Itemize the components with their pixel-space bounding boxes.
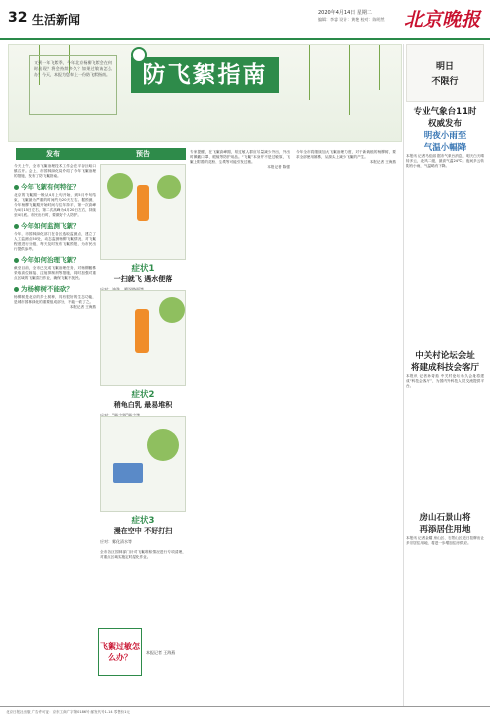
traffic-label-1: 明日	[435, 62, 454, 72]
tree-icon	[147, 429, 179, 461]
story1-sub1: 权威发布	[427, 119, 462, 129]
bullet-icon	[14, 258, 19, 263]
column-1	[14, 164, 96, 310]
col1-q1-text: 北京的飞絮期一般从4月上旬开始，到5月中旬结束，飞絮最为严重的时间约为20天左右。据预测，今年杨柳飞絮期开始时间与往年持平，第一次高峰为4月15日左右，第二次高峰为4月20日左右，持续至4月底。市民出行时，要做好个人防护。	[14, 193, 96, 217]
intro-text: 又到一年飞絮季，今年北京杨柳飞絮会在何时出现？将会持续多久？如果过敏该怎么办？今天，本报为您奉上一份防飞絮指南。	[34, 60, 112, 77]
qa-credits	[146, 650, 202, 655]
story3-head-1: 房山石景山将	[419, 513, 471, 523]
sidebar	[403, 44, 485, 706]
sidebar-story-land	[406, 512, 484, 546]
willow-branch-icon	[379, 45, 380, 90]
col1-q2-text: 今年，市园林绿化部门在各区选取监测点，建立了人工监测点50处，动态监测杨柳飞絮情况，对飞絮程度进行分级，每天及时发布飞絮预报，为市民出行提供参考。	[14, 232, 96, 251]
section-title: 生活新闻	[32, 13, 81, 27]
page-footer	[0, 706, 490, 723]
story2-head-1: 中关村论坛会址	[415, 351, 475, 361]
footer-text: 北京日报社出版 广告许可证：京东工商广字第0186号 邮发代号1-14 零售价1元	[6, 710, 130, 714]
hero-banner	[8, 44, 402, 142]
tab-publish: 发布	[46, 150, 60, 158]
tree-icon	[157, 175, 181, 199]
illustration-mist-truck	[100, 416, 186, 512]
story1-sub3: 气温小幅降	[423, 143, 467, 153]
symptom-3	[100, 514, 186, 544]
col1-q4-text: 杨柳树是北京的乡土树种，具有很好的生态功能，是城市园林绿化的重要组成部分，不能一砍了之。	[14, 295, 96, 304]
symptom-2-title: 症状2	[131, 390, 155, 400]
story3-text: 本报讯 记者金耀 房山区、石景山区近日挂牌出让多宗居住用地，将进一步增加住房供应。	[406, 536, 484, 545]
story2-text: 本报讯 记者孙奇茹 中关村论坛永久会址将建成“科技会客厅”，为国内外科技人员交流提供平台。	[406, 374, 484, 388]
col3-text: 专家提醒，在飞絮高峰期，易过敏人群应尽量减少外出，外出时佩戴口罩、眼镜等防护用品。“飞絮”本身并不是过敏原，飞絮上附着的花粉、尘埃等可能引发过敏。	[190, 150, 290, 164]
col2-text: 全市各区园林部门针对飞絮堆积情况进行专项清理，对重点区域实施定时湿化作业。	[100, 550, 186, 559]
willow-branch-icon	[349, 45, 350, 115]
mascot-icon	[131, 47, 147, 63]
sidebar-story-weather	[406, 106, 484, 169]
qa-reporter: 本报记者 王海燕	[146, 650, 176, 655]
story3-head-2: 再添居住用地	[419, 525, 471, 535]
story1-text: 本报讯 记者马佳丽 据市气象台消息，明天白天晴转多云，北风二级，最高气温24℃；夜间多云转阴有小雨，气温略有下降。	[406, 154, 484, 168]
editor-line: 编辑：李睿 设计：黄艳 校对：陈明然	[318, 17, 385, 22]
illustration-vacuum	[100, 290, 186, 386]
tree-icon	[107, 173, 133, 199]
section-tabs	[16, 148, 186, 160]
symptom-1-subtitle: 一扫就飞 遇水便落	[113, 275, 173, 283]
story2-head-2: 将建成科技会客厅	[410, 363, 479, 373]
column-2-text	[100, 550, 186, 560]
newspaper-logo: 北京晚报	[403, 9, 480, 31]
symptom-3-title: 症状3	[131, 516, 155, 526]
intro-box	[29, 55, 117, 115]
col3-reporter: 本报记者 陈强	[267, 165, 290, 169]
subhead-q2: 今年如何监测飞絮？	[14, 221, 96, 230]
worker-icon	[137, 185, 149, 221]
symptom-2-subtitle: 稍龟白乳 最易堆积	[113, 401, 173, 409]
page-header	[0, 0, 490, 40]
bullet-icon	[14, 287, 19, 292]
tab-preview: 预告	[136, 150, 150, 158]
story1-sub2: 明夜小雨至	[423, 131, 467, 141]
date-line: 2020年4月14日 星期二	[318, 10, 372, 16]
traffic-box	[406, 44, 484, 102]
sidebar-story-zgc	[406, 350, 484, 389]
worker-icon	[135, 309, 149, 353]
story1-head: 专业气象台11时	[413, 107, 477, 117]
col4-text: 今年全市将继续加大飞絮治理力度，对于新栽植的杨柳树，要求全部使用雄株，从源头上减少飞絮的产生。	[296, 150, 396, 159]
qa-box	[98, 628, 142, 676]
col1-q3-text: 截至目前，全市已完成飞絮治理任务，对杨柳雌株采取高位嫁接、注射抑制剂等措施，同时加强对重点区域的飞絮清扫作业，确保飞絮不扰民。	[14, 266, 96, 280]
subhead-q1: 今年飞絮有何特征？	[14, 182, 96, 191]
col1-reporter: 本报记者 王海燕	[69, 305, 96, 309]
tree-icon	[159, 297, 185, 323]
traffic-label-2: 不限行	[431, 77, 459, 87]
bullet-icon	[14, 185, 19, 190]
mist-truck-icon	[113, 463, 143, 483]
column-3	[190, 150, 290, 170]
symptom-1	[100, 262, 186, 292]
subhead-q4: 为杨柳树不能砍？	[14, 284, 96, 293]
bullet-icon	[14, 224, 19, 229]
subhead-q3: 今年如何治理飞絮？	[14, 255, 96, 264]
column-4	[296, 150, 396, 165]
col1-intro: 今天上午，全市飞絮治理技术工作会在平谷区峪口镇召开。会上，市园林绿化局介绍了今年飞絮治理的措施，发布了防飞絮指南。	[14, 164, 96, 178]
qa-question: 飞絮过敏怎么办？	[100, 642, 140, 662]
illustration-sweeper	[100, 164, 186, 260]
symptom-2	[100, 388, 186, 418]
willow-branch-icon	[309, 45, 310, 100]
page-number: 32	[8, 10, 28, 26]
symptom-3-note: 应对：雾化清水等	[100, 539, 132, 544]
page-title: 防飞絮指南	[131, 57, 279, 93]
symptom-3-subtitle: 漫在空中 不好打扫	[113, 527, 173, 535]
symptom-1-title: 症状1	[131, 264, 155, 274]
col4-reporter: 本报记者 王海燕	[369, 160, 396, 164]
